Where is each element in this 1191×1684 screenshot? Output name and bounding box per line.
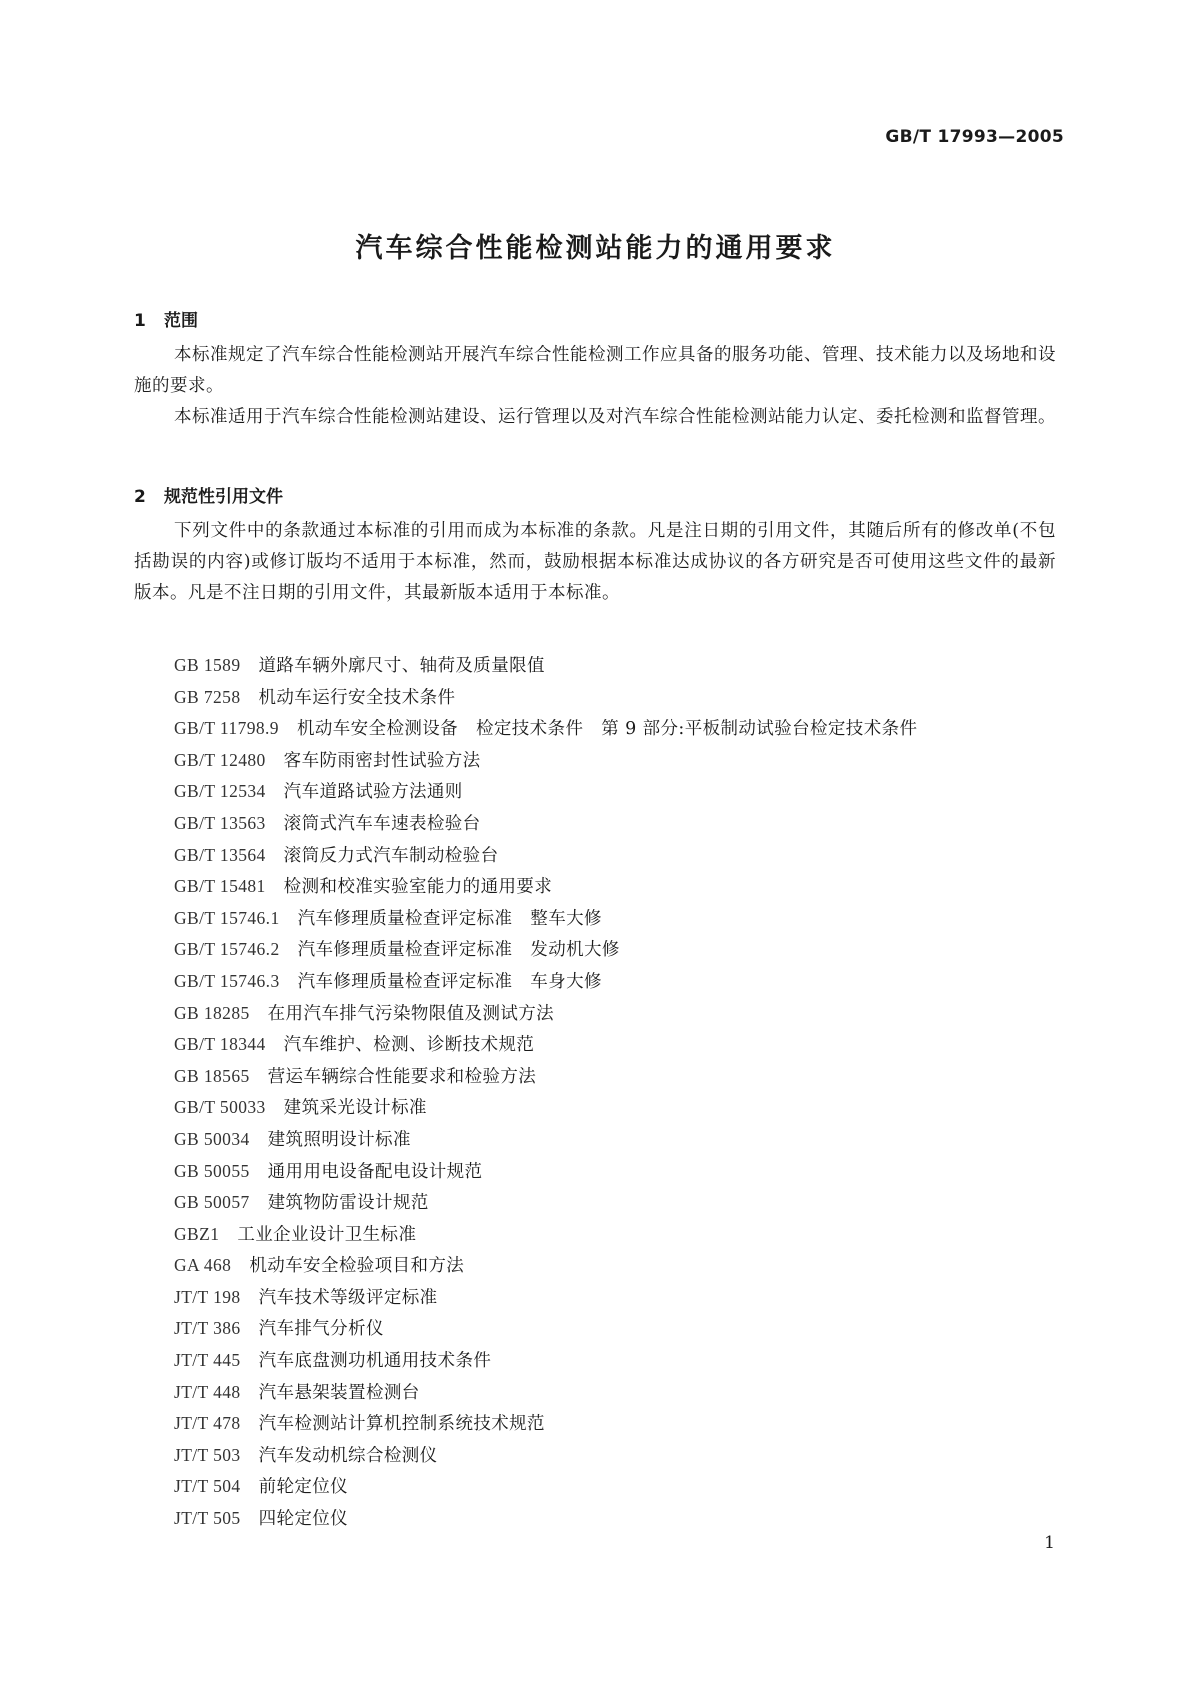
- reference-code: JT/T 445: [174, 1350, 241, 1371]
- section-number: 1: [134, 311, 146, 331]
- reference-item: [174, 871, 917, 903]
- reference-code: JT/T 504: [174, 1476, 241, 1497]
- reference-code: GB 50055: [174, 1160, 250, 1181]
- reference-title: 汽车道路试验方法通则: [283, 782, 463, 803]
- reference-code: GB/T 15746.3: [174, 970, 280, 991]
- reference-code: GB/T 15481: [174, 876, 266, 897]
- section-title: 范围: [164, 311, 198, 331]
- reference-item: [174, 1313, 917, 1345]
- reference-title: 滚筒反力式汽车制动检验台: [283, 845, 499, 866]
- reference-item: [174, 1219, 917, 1251]
- paragraph: 本标准规定了汽车综合性能检测站开展汽车综合性能检测工作应具备的服务功能、管理、技术能力以及场地和设施的要求。: [134, 345, 1056, 396]
- reference-item: [174, 1092, 917, 1124]
- reference-list: [174, 650, 917, 1535]
- reference-code: JT/T 448: [174, 1381, 241, 1402]
- reference-code: GB/T 12480: [174, 749, 266, 770]
- reference-item: [174, 1156, 917, 1188]
- reference-title: 汽车修理质量检查评定标准 车身大修: [297, 971, 602, 992]
- reference-item: [174, 1282, 917, 1314]
- reference-code: JT/T 386: [174, 1318, 241, 1339]
- reference-item: [174, 840, 917, 872]
- section-heading-1: [134, 306, 198, 331]
- section-number: 2: [134, 487, 146, 507]
- reference-item: [174, 1345, 917, 1377]
- reference-code: GB 18565: [174, 1065, 250, 1086]
- reference-title: 汽车维护、检测、诊断技术规范: [283, 1035, 535, 1056]
- reference-code: GB/T 11798.9: [174, 718, 279, 739]
- reference-code: GB 7258: [174, 686, 241, 707]
- reference-title: 汽车检测站计算机控制系统技术规范: [258, 1414, 545, 1435]
- reference-item: [174, 713, 917, 745]
- reference-code: GB/T 50033: [174, 1097, 266, 1118]
- reference-title: 汽车技术等级评定标准: [258, 1287, 438, 1308]
- reference-title: 在用汽车排气污染物限值及测试方法: [267, 1003, 555, 1024]
- reference-code: GB/T 13564: [174, 844, 266, 865]
- reference-title: 工业企业设计卫生标准: [237, 1224, 417, 1245]
- standard-code: GB/T 17993—2005: [885, 127, 1064, 147]
- reference-title: 建筑采光设计标准: [283, 1098, 427, 1119]
- reference-title: 营运车辆综合性能要求和检验方法: [267, 1066, 537, 1087]
- reference-item: [174, 966, 917, 998]
- paragraph: 本标准适用于汽车综合性能检测站建设、运行管理以及对汽车综合性能检测站能力认定、委托检测和监督管理。: [174, 407, 1056, 427]
- reference-title: 道路车辆外廓尺寸、轴荷及质量限值: [258, 656, 545, 676]
- reference-title: 客车防雨密封性试验方法: [283, 750, 481, 771]
- reference-item: [174, 1471, 917, 1503]
- section-title: 规范性引用文件: [164, 487, 283, 507]
- reference-code: GB 50034: [174, 1128, 250, 1149]
- reference-item: [174, 1250, 917, 1282]
- reference-item: [174, 1440, 917, 1472]
- reference-title: 通用用电设备配电设计规范: [267, 1161, 483, 1182]
- reference-code: JT/T 505: [174, 1508, 241, 1529]
- paragraph: 下列文件中的条款通过本标准的引用而成为本标准的条款。凡是注日期的引用文件，其随后所有的修改单(不包括勘误的内容)或修订版均不适用于本标准，然而，鼓励根据本标准达成协议的各方研究是否可使用这些文件的最新版本。凡是不注日期的引用文件，其最新版本适用于本标准。: [134, 521, 1056, 603]
- reference-title: 建筑物防雷设计规范: [267, 1193, 429, 1214]
- reference-code: GB/T 18344: [174, 1034, 266, 1055]
- reference-code: JT/T 478: [174, 1413, 241, 1434]
- reference-code: GB 18285: [174, 1002, 250, 1023]
- reference-item: [174, 808, 917, 840]
- reference-item: [174, 776, 917, 808]
- reference-title: 汽车发动机综合检测仪: [258, 1445, 438, 1466]
- reference-code: GB 50057: [174, 1192, 250, 1213]
- reference-code: GB/T 12534: [174, 781, 266, 802]
- reference-code: GB/T 15746.1: [174, 907, 280, 928]
- reference-item: [174, 650, 917, 682]
- reference-code: JT/T 503: [174, 1444, 241, 1465]
- reference-item: [174, 1124, 917, 1156]
- reference-item: [174, 1187, 917, 1219]
- reference-item: [174, 998, 917, 1030]
- reference-title: 检测和校准实验室能力的通用要求: [283, 877, 553, 898]
- page-number: 1: [1044, 1533, 1055, 1553]
- document-title: 汽车综合性能检测站能力的通用要求: [355, 233, 836, 264]
- reference-item: [174, 1503, 917, 1535]
- reference-item: [174, 1061, 917, 1093]
- reference-title: 汽车修理质量检查评定标准 整车大修: [297, 908, 602, 929]
- reference-item: [174, 1377, 917, 1409]
- reference-title: 汽车底盘测功机通用技术条件: [258, 1351, 492, 1372]
- reference-title: 机动车运行安全技术条件: [258, 687, 456, 708]
- section-heading-2: [134, 482, 283, 507]
- reference-title: 四轮定位仪: [258, 1509, 349, 1530]
- reference-title: 建筑照明设计标准: [267, 1129, 411, 1150]
- reference-title: 汽车悬架装置检测台: [258, 1382, 420, 1403]
- reference-code: JT/T 198: [174, 1286, 241, 1307]
- reference-item: [174, 934, 917, 966]
- reference-code: GB/T 13563: [174, 812, 266, 833]
- reference-title: 汽车排气分析仪: [258, 1319, 384, 1340]
- reference-code: GB/T 15746.2: [174, 939, 280, 960]
- reference-code: GA 468: [174, 1255, 232, 1276]
- reference-title: 滚筒式汽车车速表检验台: [283, 813, 481, 834]
- reference-code: GBZ1: [174, 1223, 220, 1244]
- reference-code: GB 1589: [174, 655, 241, 675]
- reference-title: 机动车安全检验项目和方法: [249, 1256, 465, 1277]
- reference-title: 汽车修理质量检查评定标准 发动机大修: [297, 940, 620, 961]
- reference-title: 机动车安全检测设备 检定技术条件 第 9 部分:平板制动试验台检定技术条件: [296, 719, 918, 740]
- reference-item: [174, 1029, 917, 1061]
- reference-title: 前轮定位仪: [258, 1477, 349, 1498]
- reference-item: [174, 682, 917, 714]
- reference-item: [174, 745, 917, 777]
- reference-item: [174, 1408, 917, 1440]
- reference-item: [174, 903, 917, 935]
